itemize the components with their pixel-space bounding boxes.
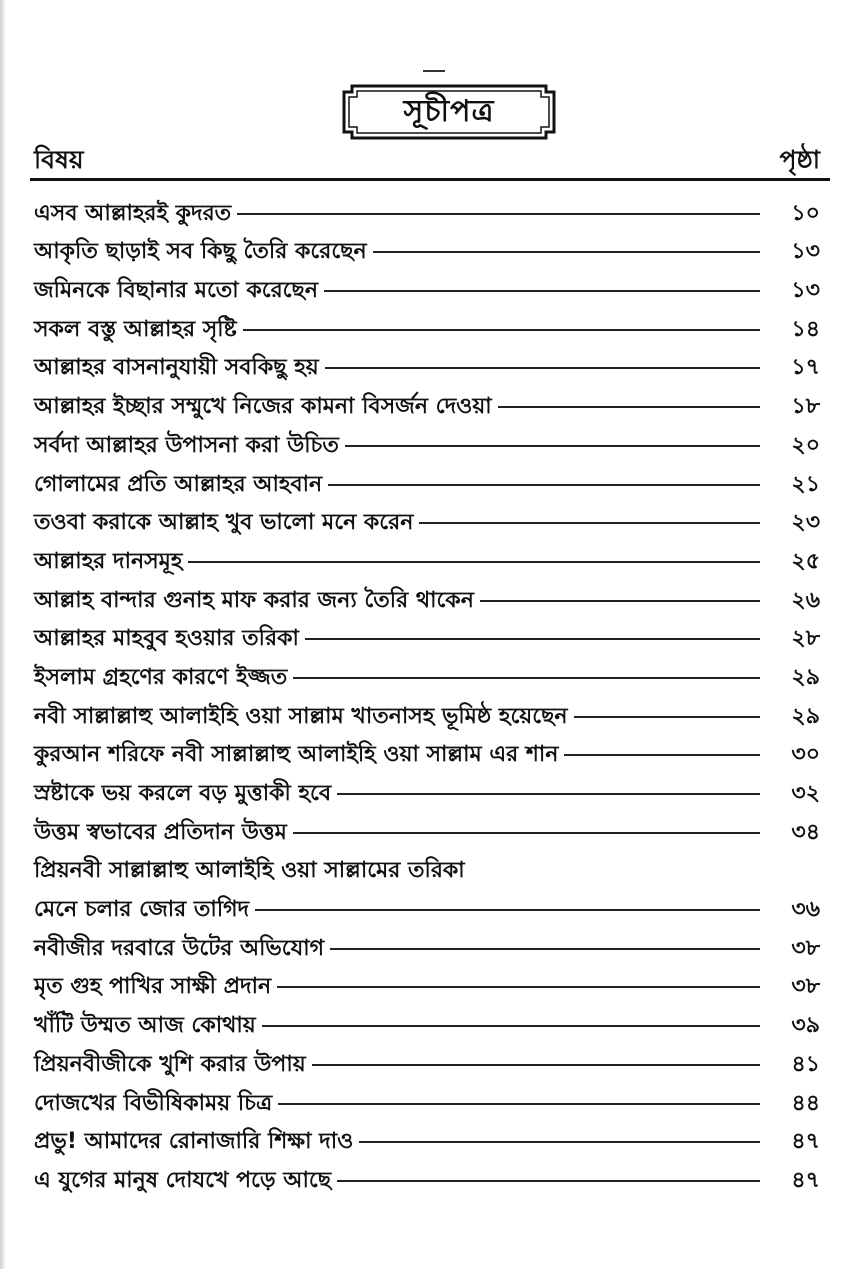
toc-entry-page: ৩৯ [791,1013,820,1039]
toc-entry-title: দোজখের বিভীষিকাময় চিত্র [34,1090,273,1116]
toc-entry [34,227,820,266]
toc-entry-page: ২৩ [791,510,820,536]
column-headers [34,140,820,174]
leader-line [262,1025,760,1027]
leader-line [188,561,760,563]
toc-entry-page: ২০ [791,432,820,458]
leader-line [278,1103,760,1105]
toc-entry [34,265,820,304]
leader-line [277,986,760,988]
toc-list [34,188,820,1194]
toc-entry-page: ১৪ [791,316,820,342]
toc-entry-page: ৩৬ [791,897,820,923]
toc-entry [34,420,820,459]
leader-line [312,1064,760,1066]
toc-entry-page: ১৭ [791,355,820,381]
toc-entry-page: ৩৮ [791,974,820,1000]
leader-line [305,638,760,640]
toc-entry [34,575,820,614]
toc-entry-page: ৩৪ [791,819,820,845]
toc-entry-title: প্রিয়নবীজীকে খুশি করার উপায় [34,1051,306,1077]
leader-line [293,677,760,679]
leader-line [330,948,760,950]
toc-entry-title: প্রভু! আমাদের রোনাজারি শিক্ষা দাও [34,1129,354,1155]
toc-entry [34,536,820,575]
leader-line [243,329,760,331]
leader-line [574,716,760,718]
page-header: পৃষ্ঠা [779,145,820,174]
toc-entry-page: ২৫ [791,548,820,574]
leader-line [328,484,760,486]
toc-entry [34,188,820,227]
toc-entry [34,962,820,1001]
toc-entry-title: এসব আল্লাহরই কুদরত [34,200,232,226]
toc-entry-title: আল্লাহ বান্দার গুনাহ মাফ করার জন্য তৈরি থাকেন [34,587,474,613]
leader-line [345,445,760,447]
toc-entry-page: ২৯ [791,703,820,729]
toc-entry-title: আল্লাহর মাহবুব হওয়ার তরিকা [34,626,299,652]
leader-line [325,367,760,369]
toc-entry-page: ৩২ [791,781,820,806]
toc-entry-page: ৩৮ [791,935,820,961]
toc-entry-title: আল্লাহর ইচ্ছার সম্মুখে নিজের কামনা বিসর্জন দেওয়া [34,394,492,420]
toc-entry [34,1078,820,1117]
toc-entry-title: জমিনকে বিছানার মতো করেছেন [34,278,318,304]
toc-entry-title: খাঁটি উম্মত আজ কোথায় [34,1013,256,1039]
toc-entry-title: ইসলাম গ্রহণের কারণে ইজ্জত [34,664,288,690]
toc-entry-title: গোলামের প্রতি আল্লাহর আহবান [34,471,323,497]
toc-entry-title: কুরআন শরিফে নবী সাল্লাল্লাহু আলাইহি ওয়া সাল্লাম এর শান [34,742,559,768]
leader-line [293,832,760,834]
toc-entry-page: ১০ [791,200,820,226]
title-frame [338,84,560,140]
toc-entry-page: ৩০ [791,742,820,768]
toc-entry-title: নবীজীর দরবারে উটের অভিযোগ [34,935,325,961]
toc-entry-title: আল্লাহর বাসনানুযায়ী সবকিছু হয় [34,355,319,381]
leader-line [480,600,760,602]
toc-entry [34,730,820,769]
toc-entry [34,923,820,962]
leader-line [237,213,760,215]
toc-entry-title: সর্বদা আল্লাহর উপাসনা করা উচিত [34,432,339,458]
toc-entry-page: ৪৪ [791,1090,820,1116]
leader-line [373,251,760,253]
toc-entry [34,691,820,730]
leader-line [564,754,760,756]
toc-entry-title: স্রষ্টাকে ভয় করলে বড় মুত্তাকী হবে [34,781,332,806]
leader-line [359,1141,760,1143]
leader-line [255,909,760,911]
toc-entry-title: এ যুগের মানুষ দোযখে পড়ে আছে [34,1167,332,1193]
leader-line [324,290,760,292]
toc-entry-page: ১৩ [791,278,820,304]
top-ornament-mark [423,70,445,72]
subject-header: বিষয় [34,145,84,174]
toc-entry [34,304,820,343]
toc-entry-title: তওবা করাকে আল্লাহ খুব ভালো মনে করেন [34,510,414,536]
toc-entry [34,1117,820,1156]
toc-entry [34,807,820,846]
toc-entry-page: ৪১ [791,1051,820,1077]
toc-entry-page: ২১ [791,471,820,497]
toc-entry [34,884,820,923]
leader-line [337,1180,760,1182]
leader-line [419,522,760,524]
toc-entry-page: ২৬ [791,587,820,613]
toc-entry-page: ৪৭ [791,1167,820,1193]
leader-line [337,793,760,795]
toc-entry [34,1039,820,1078]
header-rule [30,178,830,181]
toc-entry-title: আল্লাহর দানসমূহ [34,548,183,574]
toc-entry-title: প্রিয়নবী সাল্লাল্লাহু আলাইহি ওয়া সাল্লামের তরিকা [34,858,465,884]
page-title: সূচীপত্র [403,93,495,129]
toc-entry-title: আকৃতি ছাড়াই সব কিছু তৈরি করেছেন [34,239,367,265]
toc-entry [34,459,820,498]
toc-entry [34,652,820,691]
toc-entry [34,1000,820,1039]
toc-entry [34,498,820,537]
toc-entry-page: ৪৭ [791,1129,820,1155]
toc-entry-title: সকল বস্তু আল্লাহর সৃষ্টি [34,316,237,342]
toc-entry-title: উত্তম স্বভাবের প্রতিদান উত্তম [34,819,287,845]
scan-edge-shadow [0,0,6,1269]
toc-entry-title: মেনে চলার জোর তাগিদ [34,897,250,923]
toc-entry [34,768,820,807]
toc-entry [34,343,820,382]
toc-entry-title: মৃত গুহ পাখির সাক্ষী প্রদান [34,974,272,1000]
toc-entry [34,614,820,653]
toc-entry [34,1155,820,1194]
leader-line [498,406,760,408]
toc-entry [34,381,820,420]
toc-entry-page: ২৮ [791,626,820,652]
toc-entry-page: ১৮ [791,394,820,420]
toc-entry-title: নবী সাল্লাল্লাহু আলাইহি ওয়া সাল্লাম খাতনাসহ ভূমিষ্ঠ হয়েছেন [34,703,568,729]
toc-entry-page: ১৩ [791,239,820,265]
toc-entry-page: ২৯ [791,664,820,690]
toc-entry [34,846,820,885]
